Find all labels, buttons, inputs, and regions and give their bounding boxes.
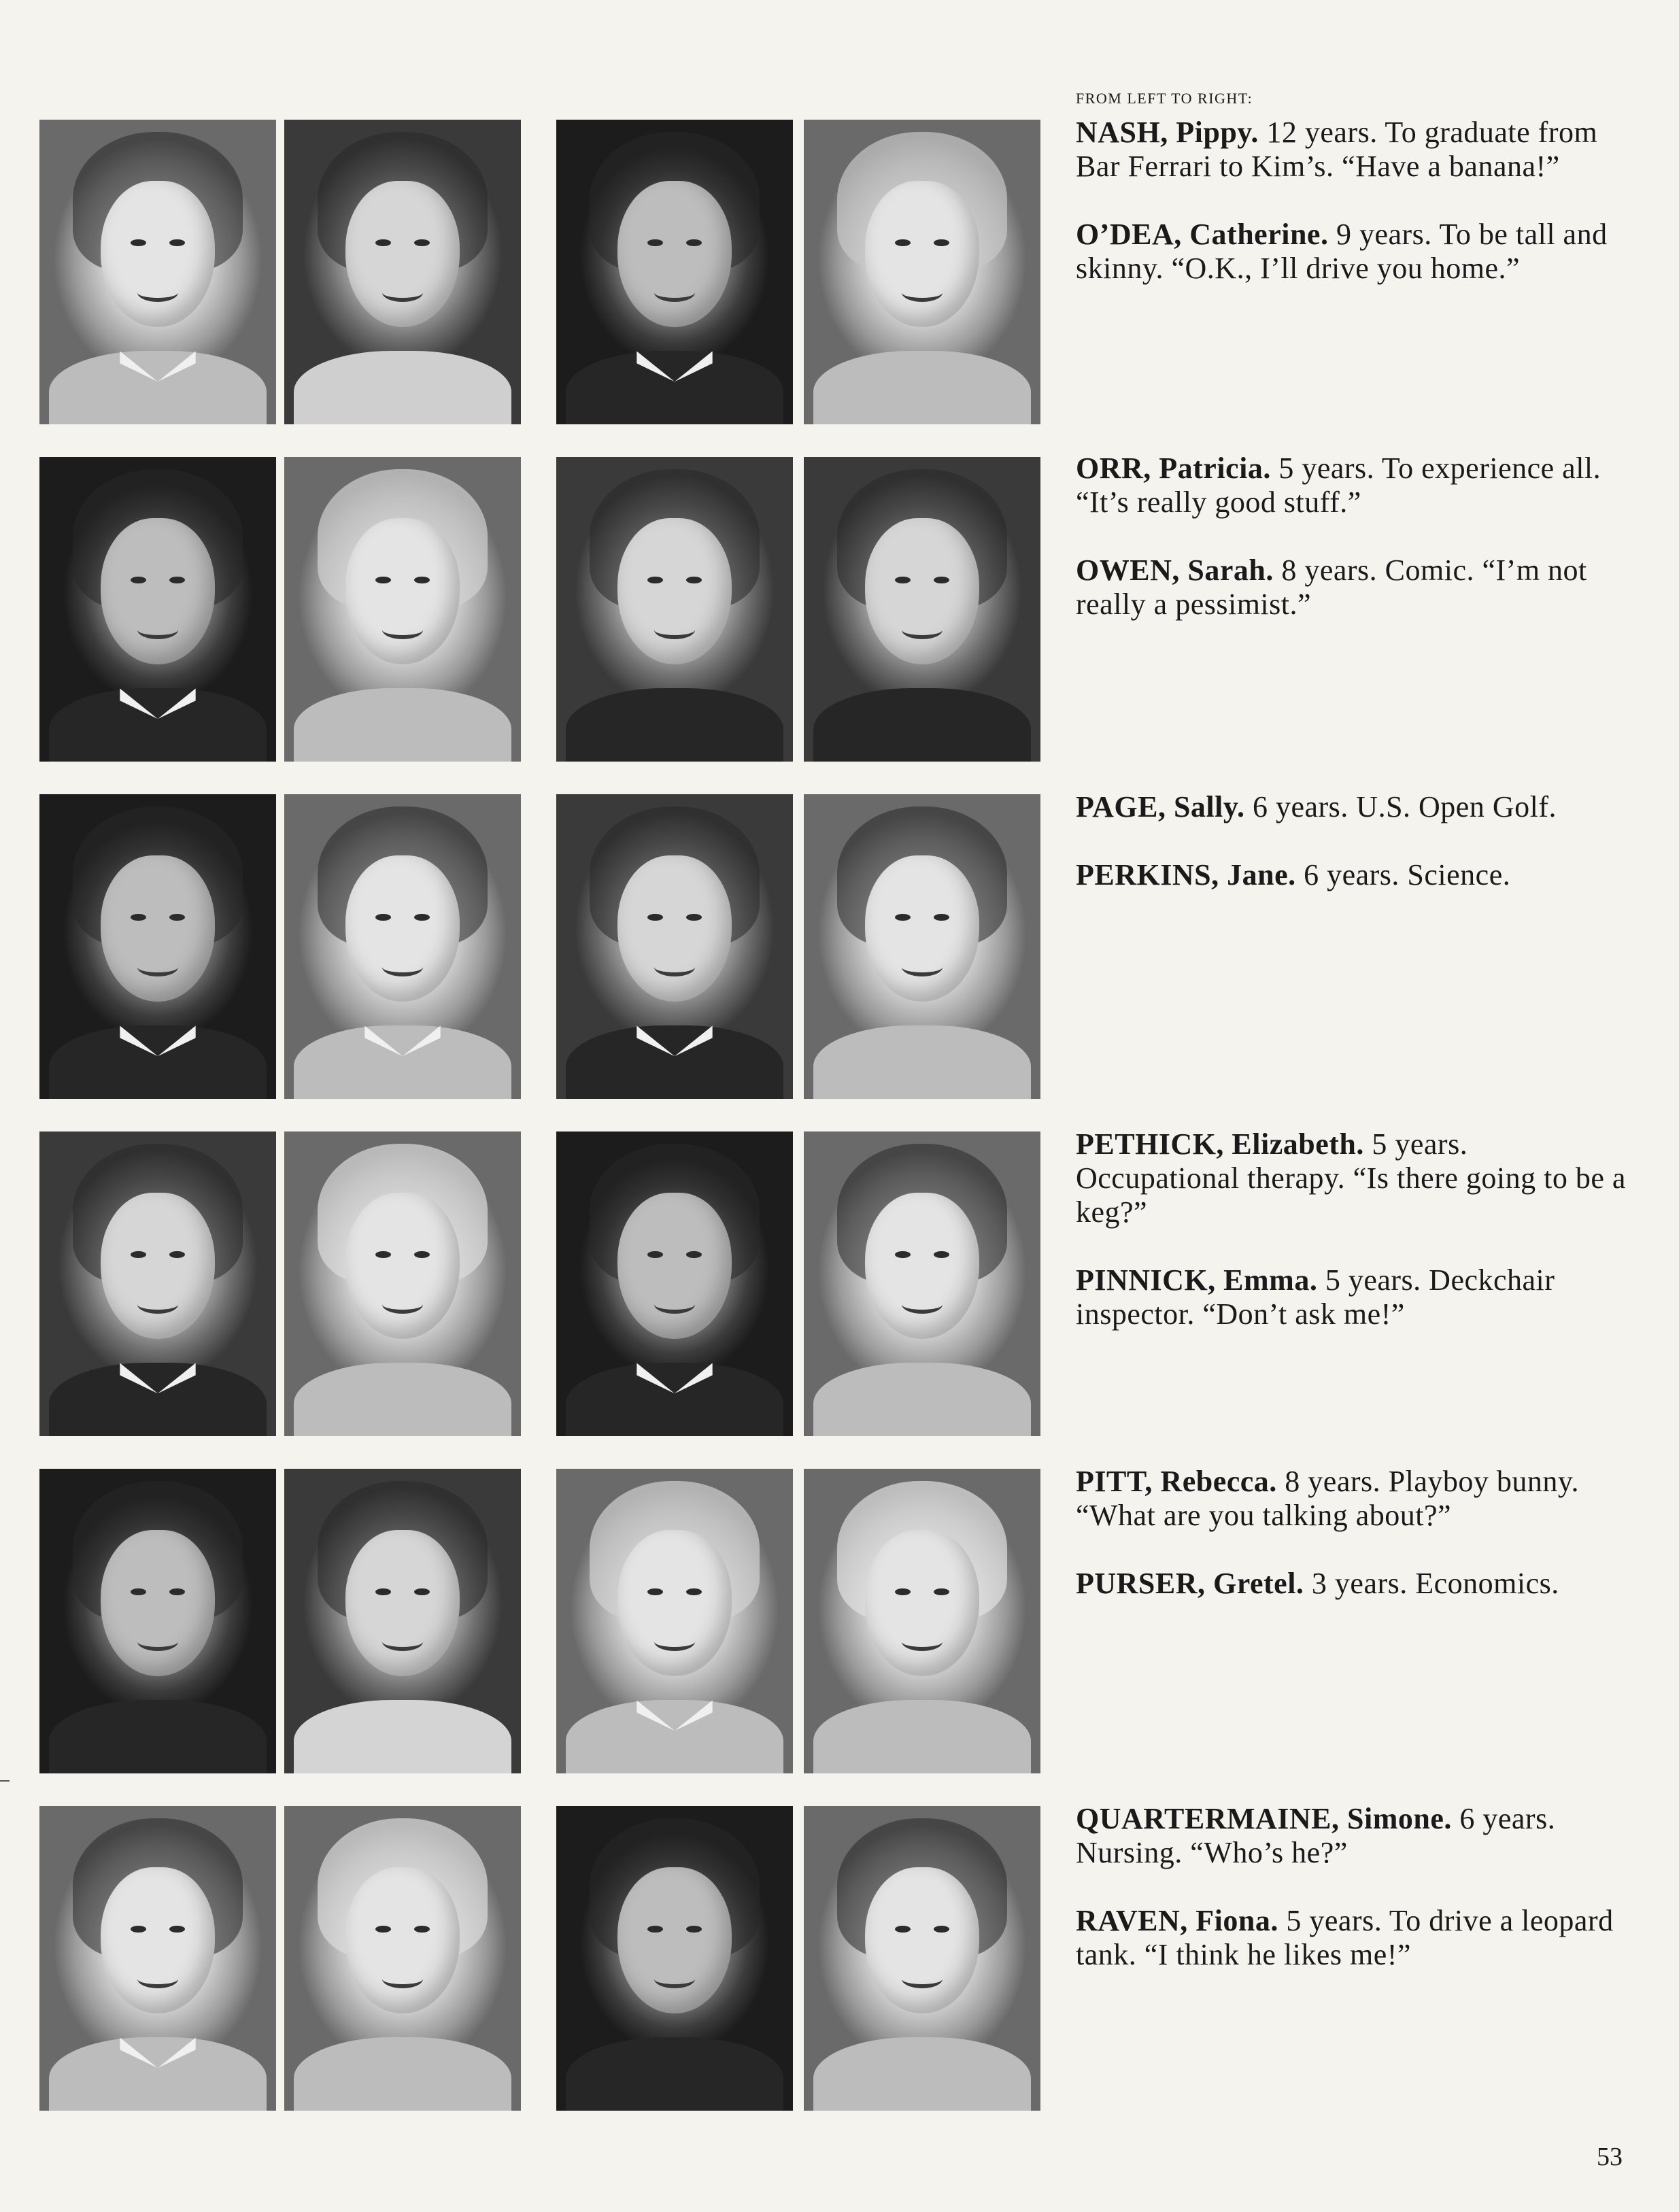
student-detail: 6 years. Science.	[1295, 858, 1511, 891]
portrait-photo-row5-3	[556, 1469, 793, 1773]
student-name: PETHICK, Elizabeth.	[1076, 1127, 1364, 1161]
portrait-photo-row4-1	[39, 1131, 276, 1436]
caption: FROM LEFT TO RIGHT:	[1076, 90, 1253, 107]
student-detail: 9 years. To be tall and skinny. “O.K., I’ll drive you home.”	[1076, 218, 1608, 285]
margin-mark	[0, 1780, 10, 1782]
portrait-photo-row1-1	[39, 120, 276, 424]
student-entry	[1076, 1904, 1633, 1972]
student-name: QUARTERMAINE, Simone.	[1076, 1802, 1452, 1835]
student-entry	[1076, 218, 1633, 286]
text-block-row6	[1076, 1802, 1633, 1972]
text-block-row2	[1076, 452, 1633, 622]
student-name: PERKINS, Jane.	[1076, 858, 1296, 891]
portrait-photo-row5-1	[39, 1469, 276, 1773]
student-detail: 6 years. Nursing. “Who’s he?”	[1076, 1802, 1556, 1869]
portrait-photo-row6-3	[556, 1806, 793, 2111]
portrait-photo-row4-2	[284, 1131, 521, 1436]
student-name: PAGE, Sally.	[1076, 790, 1245, 823]
student-name: PURSER, Gretel.	[1076, 1567, 1304, 1600]
student-name: PINNICK, Emma.	[1076, 1263, 1318, 1297]
portrait-photo-row2-2	[284, 457, 521, 762]
portrait-photo-row6-1	[39, 1806, 276, 2111]
text-block-row3	[1076, 790, 1633, 892]
portrait-photo-row3-3	[556, 794, 793, 1099]
portrait-photo-row6-2	[284, 1806, 521, 2111]
portrait-photo-row5-2	[284, 1469, 521, 1773]
student-name: ORR, Patricia.	[1076, 452, 1271, 485]
student-entry	[1076, 554, 1633, 622]
student-detail: 3 years. Economics.	[1304, 1567, 1559, 1600]
student-entry	[1076, 1802, 1633, 1870]
portrait-photo-row1-4	[804, 120, 1040, 424]
text-block-row1	[1076, 116, 1633, 286]
student-detail: 12 years. To graduate from Bar Ferrari to Kim’s. “Have a banana!”	[1076, 116, 1598, 183]
student-name: NASH, Pippy.	[1076, 116, 1259, 149]
portrait-photo-row3-4	[804, 794, 1040, 1099]
page-number: 53	[1597, 2143, 1623, 2171]
student-detail: 6 years. U.S. Open Golf.	[1244, 790, 1557, 823]
portrait-photo-row2-4	[804, 457, 1040, 762]
student-detail: 5 years. Deckchair inspector. “Don’t ask me!”	[1076, 1263, 1555, 1331]
portrait-photo-row4-3	[556, 1131, 793, 1436]
student-detail: 5 years. Occupational therapy. “Is there going to be a keg?”	[1076, 1127, 1626, 1229]
text-block-row5	[1076, 1465, 1633, 1601]
portrait-photo-row4-4	[804, 1131, 1040, 1436]
portrait-photo-row1-2	[284, 120, 521, 424]
student-entry	[1076, 452, 1633, 520]
student-name: PITT, Rebecca.	[1076, 1465, 1277, 1498]
student-entry	[1076, 790, 1633, 824]
student-detail: 5 years. To experience all. “It’s really good stuff.”	[1076, 452, 1601, 519]
student-name: RAVEN, Fiona.	[1076, 1904, 1278, 1937]
student-name: OWEN, Sarah.	[1076, 554, 1274, 587]
student-entry	[1076, 116, 1633, 184]
student-detail: 8 years. Playboy bunny. “What are you talking about?”	[1076, 1465, 1579, 1532]
portrait-photo-row6-4	[804, 1806, 1040, 2111]
student-detail: 5 years. To drive a leopard tank. “I think he likes me!”	[1076, 1904, 1614, 1971]
student-entry	[1076, 1567, 1633, 1601]
portrait-photo-row3-1	[39, 794, 276, 1099]
student-entry	[1076, 858, 1633, 892]
student-name: O’DEA, Catherine.	[1076, 218, 1329, 251]
portrait-photo-row2-1	[39, 457, 276, 762]
text-block-row4	[1076, 1127, 1633, 1331]
student-entry	[1076, 1127, 1633, 1229]
student-entry	[1076, 1263, 1633, 1331]
portrait-photo-row2-3	[556, 457, 793, 762]
student-detail: 8 years. Comic. “I’m not really a pessimist.”	[1076, 554, 1587, 621]
portrait-photo-row1-3	[556, 120, 793, 424]
portrait-photo-row3-2	[284, 794, 521, 1099]
portrait-photo-row5-4	[804, 1469, 1040, 1773]
student-entry	[1076, 1465, 1633, 1533]
